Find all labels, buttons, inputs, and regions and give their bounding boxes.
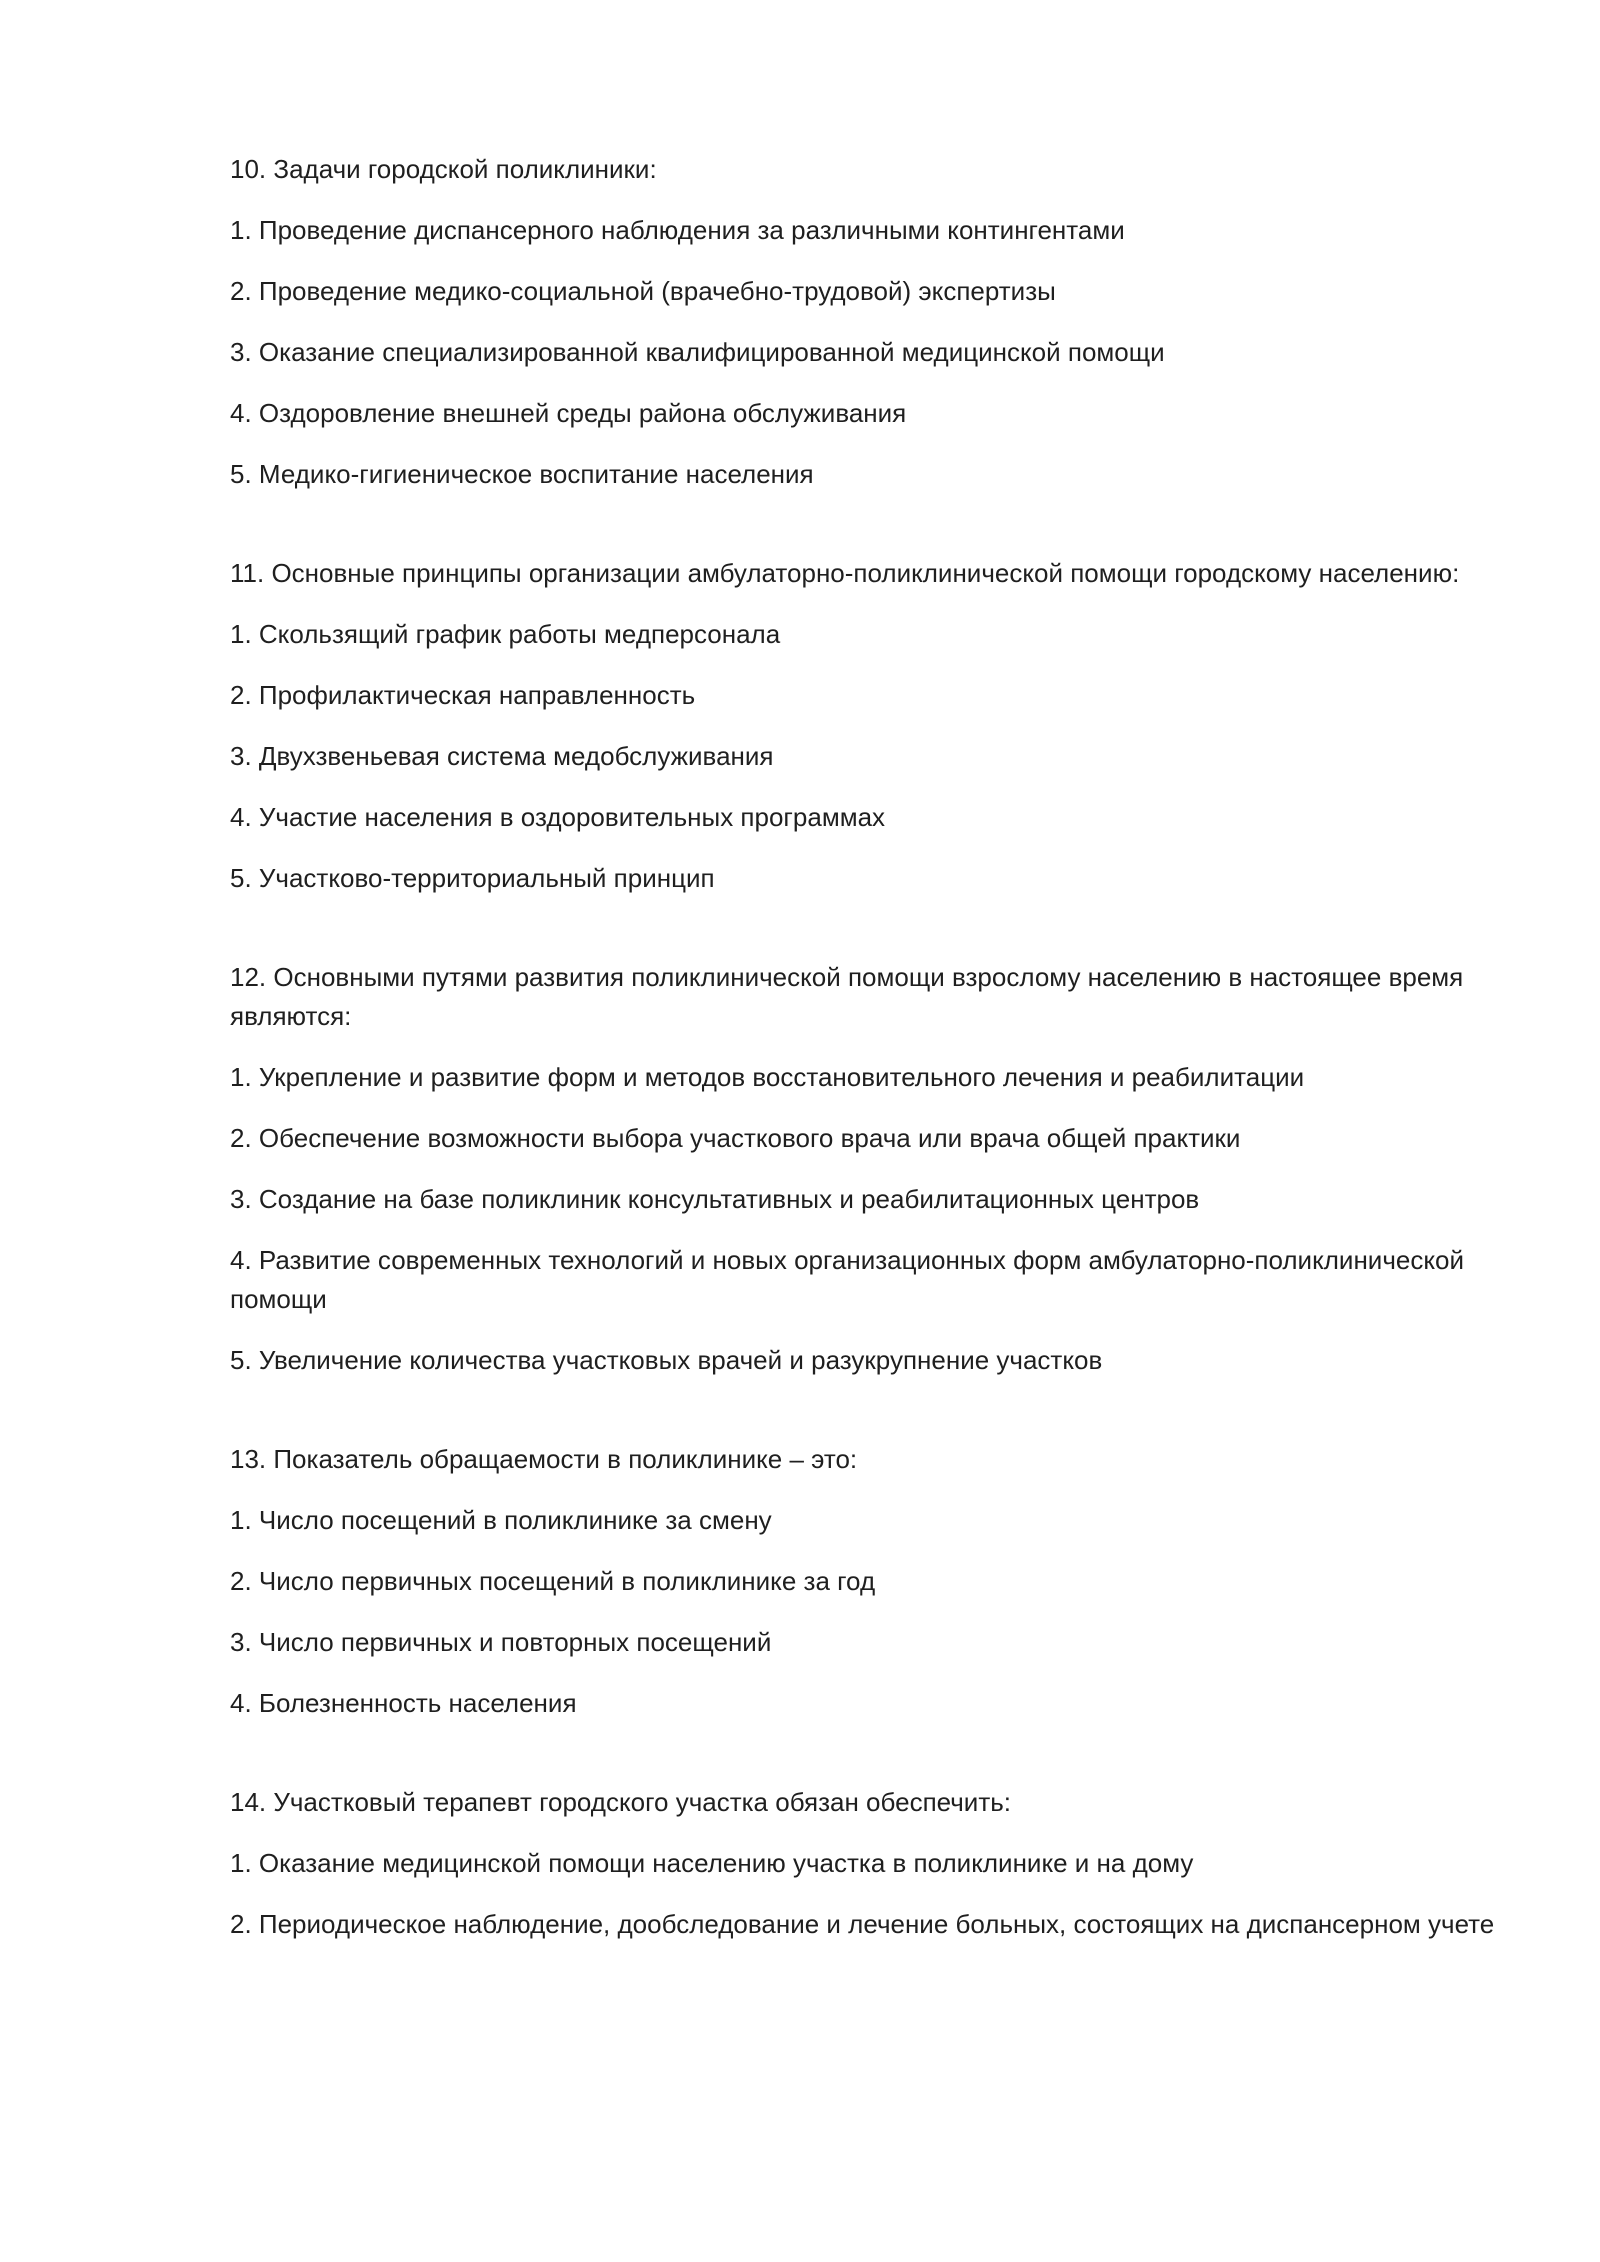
answer-item: 1. Число посещений в поликлинике за смену bbox=[230, 1505, 772, 1535]
question-13 bbox=[230, 1440, 1500, 1723]
answer-item: 1. Укрепление и развитие форм и методов восстановительного лечения и реабилитации bbox=[230, 1062, 1305, 1092]
answer-item: 2. Периодическое наблюдение, дообследование и лечение больных, состоящих на диспансерном учете bbox=[230, 1909, 1495, 1939]
question-title: 14. Участковый терапевт городского участка обязан обеспечить: bbox=[230, 1787, 1012, 1817]
question-title: 11. Основные принципы организации амбулаторно-поликлинической помощи городскому населению: bbox=[230, 558, 1460, 588]
answer-item: 4. Участие населения в оздоровительных программах bbox=[230, 802, 886, 832]
question-11 bbox=[230, 554, 1500, 898]
answer-item: 1. Скользящий график работы медперсонала bbox=[230, 619, 781, 649]
question-title: 13. Показатель обращаемости в поликлинике – это: bbox=[230, 1444, 858, 1474]
answer-item: 3. Двухзвеньевая система медобслуживания bbox=[230, 741, 774, 771]
answer-item: 4. Развитие современных технологий и новых организационных форм амбулаторно-поликлинической помощи bbox=[230, 1245, 1464, 1314]
answer-item: 1. Проведение диспансерного наблюдения за различными контингентами bbox=[230, 215, 1125, 245]
question-title: 12. Основными путями развития поликлинической помощи взрослому населению в настоящее время являются: bbox=[230, 962, 1464, 1031]
answer-item: 3. Число первичных и повторных посещений bbox=[230, 1627, 772, 1657]
answer-item: 5. Участково-территориальный принцип bbox=[230, 863, 715, 893]
answer-item: 2. Проведение медико-социальной (врачебно-трудовой) экспертизы bbox=[230, 276, 1056, 306]
question-title: 10. Задачи городской поликлиники: bbox=[230, 154, 657, 184]
question-14 bbox=[230, 1783, 1500, 1944]
answer-item: 2. Профилактическая направленность bbox=[230, 680, 696, 710]
answer-item: 2. Обеспечение возможности выбора участкового врача или врача общей практики bbox=[230, 1123, 1241, 1153]
question-12 bbox=[230, 958, 1500, 1380]
answer-item: 1. Оказание медицинской помощи населению участка в поликлинике и на дому bbox=[230, 1848, 1194, 1878]
answer-item: 4. Болезненность населения bbox=[230, 1688, 577, 1718]
answer-item: 2. Число первичных посещений в поликлинике за год bbox=[230, 1566, 876, 1596]
answer-item: 5. Медико-гигиеническое воспитание населения bbox=[230, 459, 814, 489]
question-10 bbox=[230, 150, 1500, 494]
answer-item: 3. Создание на базе поликлиник консультативных и реабилитационных центров bbox=[230, 1184, 1200, 1214]
answer-item: 5. Увеличение количества участковых врачей и разукрупнение участков bbox=[230, 1345, 1103, 1375]
document-page bbox=[230, 150, 1500, 2004]
answer-item: 3. Оказание специализированной квалифицированной медицинской помощи bbox=[230, 337, 1165, 367]
answer-item: 4. Оздоровление внешней среды района обслуживания bbox=[230, 398, 907, 428]
